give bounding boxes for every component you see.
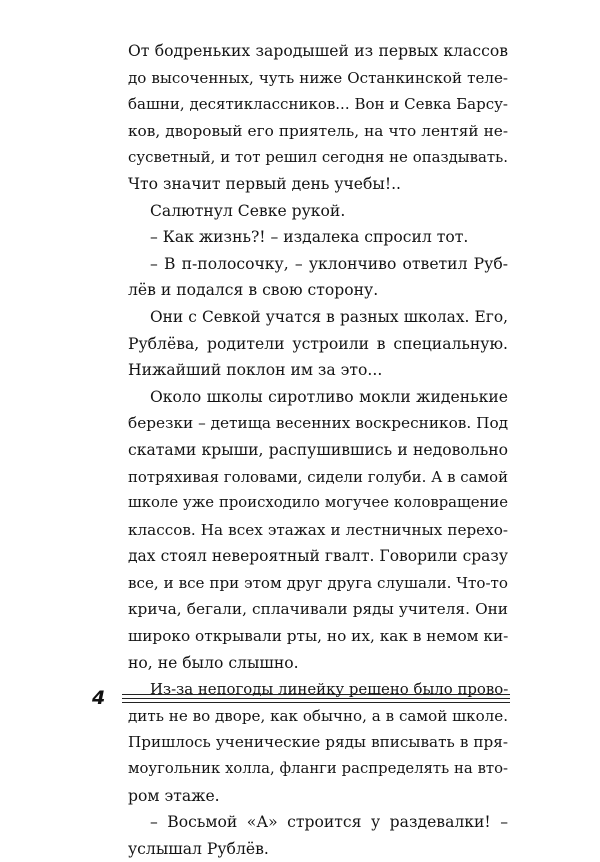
page-number: 4 xyxy=(92,687,106,709)
text-line: Из-за непогоды линейку решено было прово- xyxy=(150,680,509,699)
text-line: лёв и подался в свою сторону. xyxy=(128,281,379,300)
text-line: дить не во дворе, как обычно, а в самой школе. xyxy=(128,706,508,725)
text-line: Рублёва, родители устроили в специальную. xyxy=(128,334,508,353)
text-line: Около школы сиротливо мокли жиденькие xyxy=(150,387,508,406)
text-line: березки – детища весенних воскресников. Под xyxy=(128,414,509,433)
text-line: Нижайший поклон им за это... xyxy=(128,361,383,380)
text-line: Они с Севкой учатся в разных школах. Его, xyxy=(150,307,508,326)
text-line: Что значит первый день учебы!.. xyxy=(128,174,402,193)
page-footer xyxy=(92,686,510,710)
text-line: сусветный, и тот решил сегодня не опаздывать. xyxy=(128,148,508,167)
text-line: услышал Рублёв. xyxy=(128,839,269,858)
text-line: школе уже происходило могучее коловращение xyxy=(128,494,508,512)
text-line: – Восьмой «А» строится у раздевалки! – xyxy=(150,813,508,832)
text-line: От бодреньких зародышей из первых классов xyxy=(128,42,508,60)
text-line: все, и все при этом друг друга слушали. Что-то xyxy=(128,573,508,592)
footer-rule xyxy=(122,694,510,695)
text-line: Салютнул Севке рукой. xyxy=(150,201,346,220)
text-line: широко открывали рты, но их, как в немом ки- xyxy=(128,627,509,646)
text-line: – Как жизнь?! – издалека спросил тот. xyxy=(150,228,469,247)
footer-rule xyxy=(122,698,510,699)
footer-rule xyxy=(122,702,510,703)
text-line: башни, десятиклассников... Вон и Севка Барсу- xyxy=(128,95,508,114)
text-line: ков, дворовый его приятель, на что лентяй не- xyxy=(128,121,508,140)
text-line: классов. На всех этажах и лестничных перехо- xyxy=(128,520,508,539)
text-line: дах стоял невероятный гвалт. Говорили сразу xyxy=(128,547,508,566)
text-line: до высоченных, чуть ниже Останкинской теле- xyxy=(128,68,508,87)
body-text xyxy=(128,38,508,862)
text-line: ром этаже. xyxy=(128,786,220,805)
text-line: скатами крыши, распушившись и недовольно xyxy=(128,440,508,459)
text-line: Пришлось ученические ряды вписывать в пря- xyxy=(128,733,508,752)
text-line: моугольник холла, фланги распределять на вто- xyxy=(128,760,508,778)
text-line: – В п-полосочку, – уклончиво ответил Руб- xyxy=(150,254,508,273)
text-line: крича, бегали, сплачивали ряды учителя. Они xyxy=(128,600,508,619)
text-line: потряхивая головами, сидели голуби. А в самой xyxy=(128,467,508,486)
text-line: но, не было слышно. xyxy=(128,653,299,672)
